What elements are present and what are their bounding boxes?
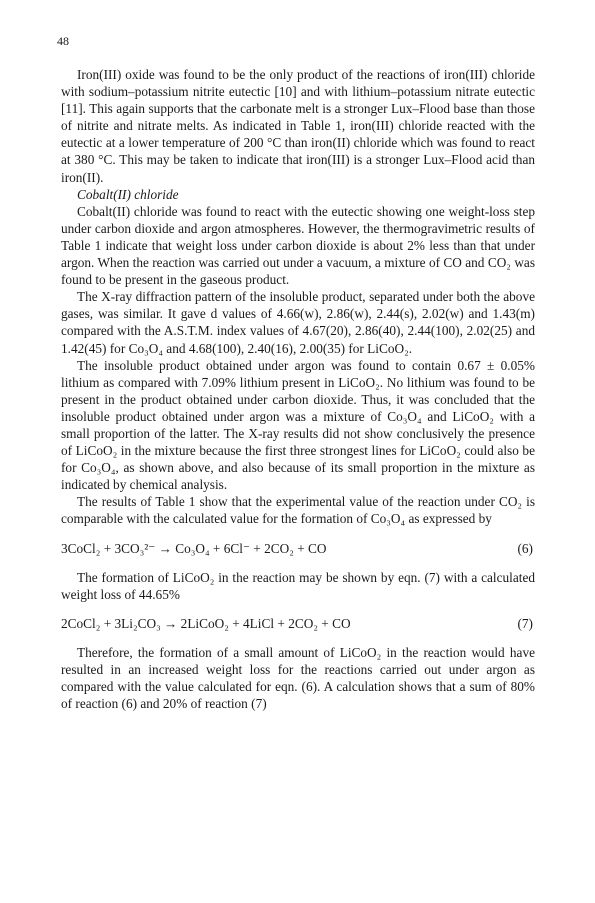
paragraph-lithium-content: The insoluble product obtained under argon was found to contain 0.67 ± 0.05% lithium as compared with 7.09% lithium present in LiCoO₂. No lithium was found to be present in the product obtained under carbon dioxide. Thus, it was concluded that the insoluble product obtained under argon was a mixture of Co₃O₄ and LiCoO₂ with a small proportion of the latter. The X-ray results did not show conclusively the presence of LiCoO₂ in the mixture because the first three strongest lines for LiCoO₂ could also be for Co₃O₄, as shown above, and also because of its small proportion in the mixture as indicated by chemical analysis. xyxy=(61,357,535,493)
paragraph-conclusion: Therefore, the formation of a small amount of LiCoO₂ in the reaction would have resulted in an increased weight loss for the reactions carried out under argon as compared with the value calculated for eqn. (6). A calculation shows that a sum of 80% of reaction (6) and 20% of reaction (7) xyxy=(61,644,535,712)
equation-7 xyxy=(61,615,535,632)
equation-7-number: (7) xyxy=(517,615,533,631)
paragraph-table-results: The results of Table 1 show that the experimental value of the reaction under CO₂ is comparable with the calculated value for the formation of Co₃O₄ as expressed by xyxy=(61,494,535,527)
paragraph-cobalt-intro: Cobalt(II) chloride was found to react with the eutectic showing one weight-loss step under carbon dioxide and argon atmospheres. However, the thermogravimetric results of Table 1 indicate that weight loss under carbon dioxide is about 2% less than that under argon. When the reaction was carried out under a vacuum, a mixture of CO and CO₂ was found to be present in the gaseous product. xyxy=(61,203,535,288)
equation-6 xyxy=(61,540,535,557)
equation-6-number: (6) xyxy=(517,540,533,556)
page-number: 48 xyxy=(57,34,69,48)
page-body xyxy=(61,66,535,712)
equation-7-formula: 2CoCl₂ + 3Li₂CO₃ → 2LiCoO₂ + 4LiCl + 2CO₂ + CO xyxy=(61,615,351,631)
paragraph-iron-iii: Iron(III) oxide was found to be the only product of the reactions of iron(III) chloride with sodium–potassium nitrite eutectic [10] and with lithium–potassium nitrate eutectic [11]. This again supports that the carbonate melt is a stronger Lux–Flood base than those of nitrite and nitrate melts. As indicated in Table 1, iron(III) chloride reacted with the eutectic at a lower temperature of 200 °C than iron(II) chloride which was found to react at 380 °C. This may be taken to indicate that iron(III) is a stronger Lux–Flood acid than iron(II). xyxy=(61,67,535,185)
equation-6-formula: 3CoCl₂ + 3CO₃²⁻ → Co₃O₄ + 6Cl⁻ + 2CO₂ + CO xyxy=(61,540,327,556)
section-heading-cobalt: Cobalt(II) chloride xyxy=(77,186,179,202)
paragraph-xray: The X-ray diffraction pattern of the insoluble product, separated under both the above gases, was similar. It gave d values of 4.66(w), 2.86(w), 2.44(s), 2.02(w) and 1.43(m) compared with the A.S.T.M. index values of 4.67(20), 2.86(40), 2.44(100), 2.02(25) and 1.42(45) for Co₃O₄ and 4.68(100), 2.40(16), 2.00(35) for LiCoO₂. xyxy=(61,289,535,356)
paragraph-licoo2-formation: The formation of LiCoO₂ in the reaction may be shown by eqn. (7) with a calculated weight loss of 44.65% xyxy=(61,569,535,602)
